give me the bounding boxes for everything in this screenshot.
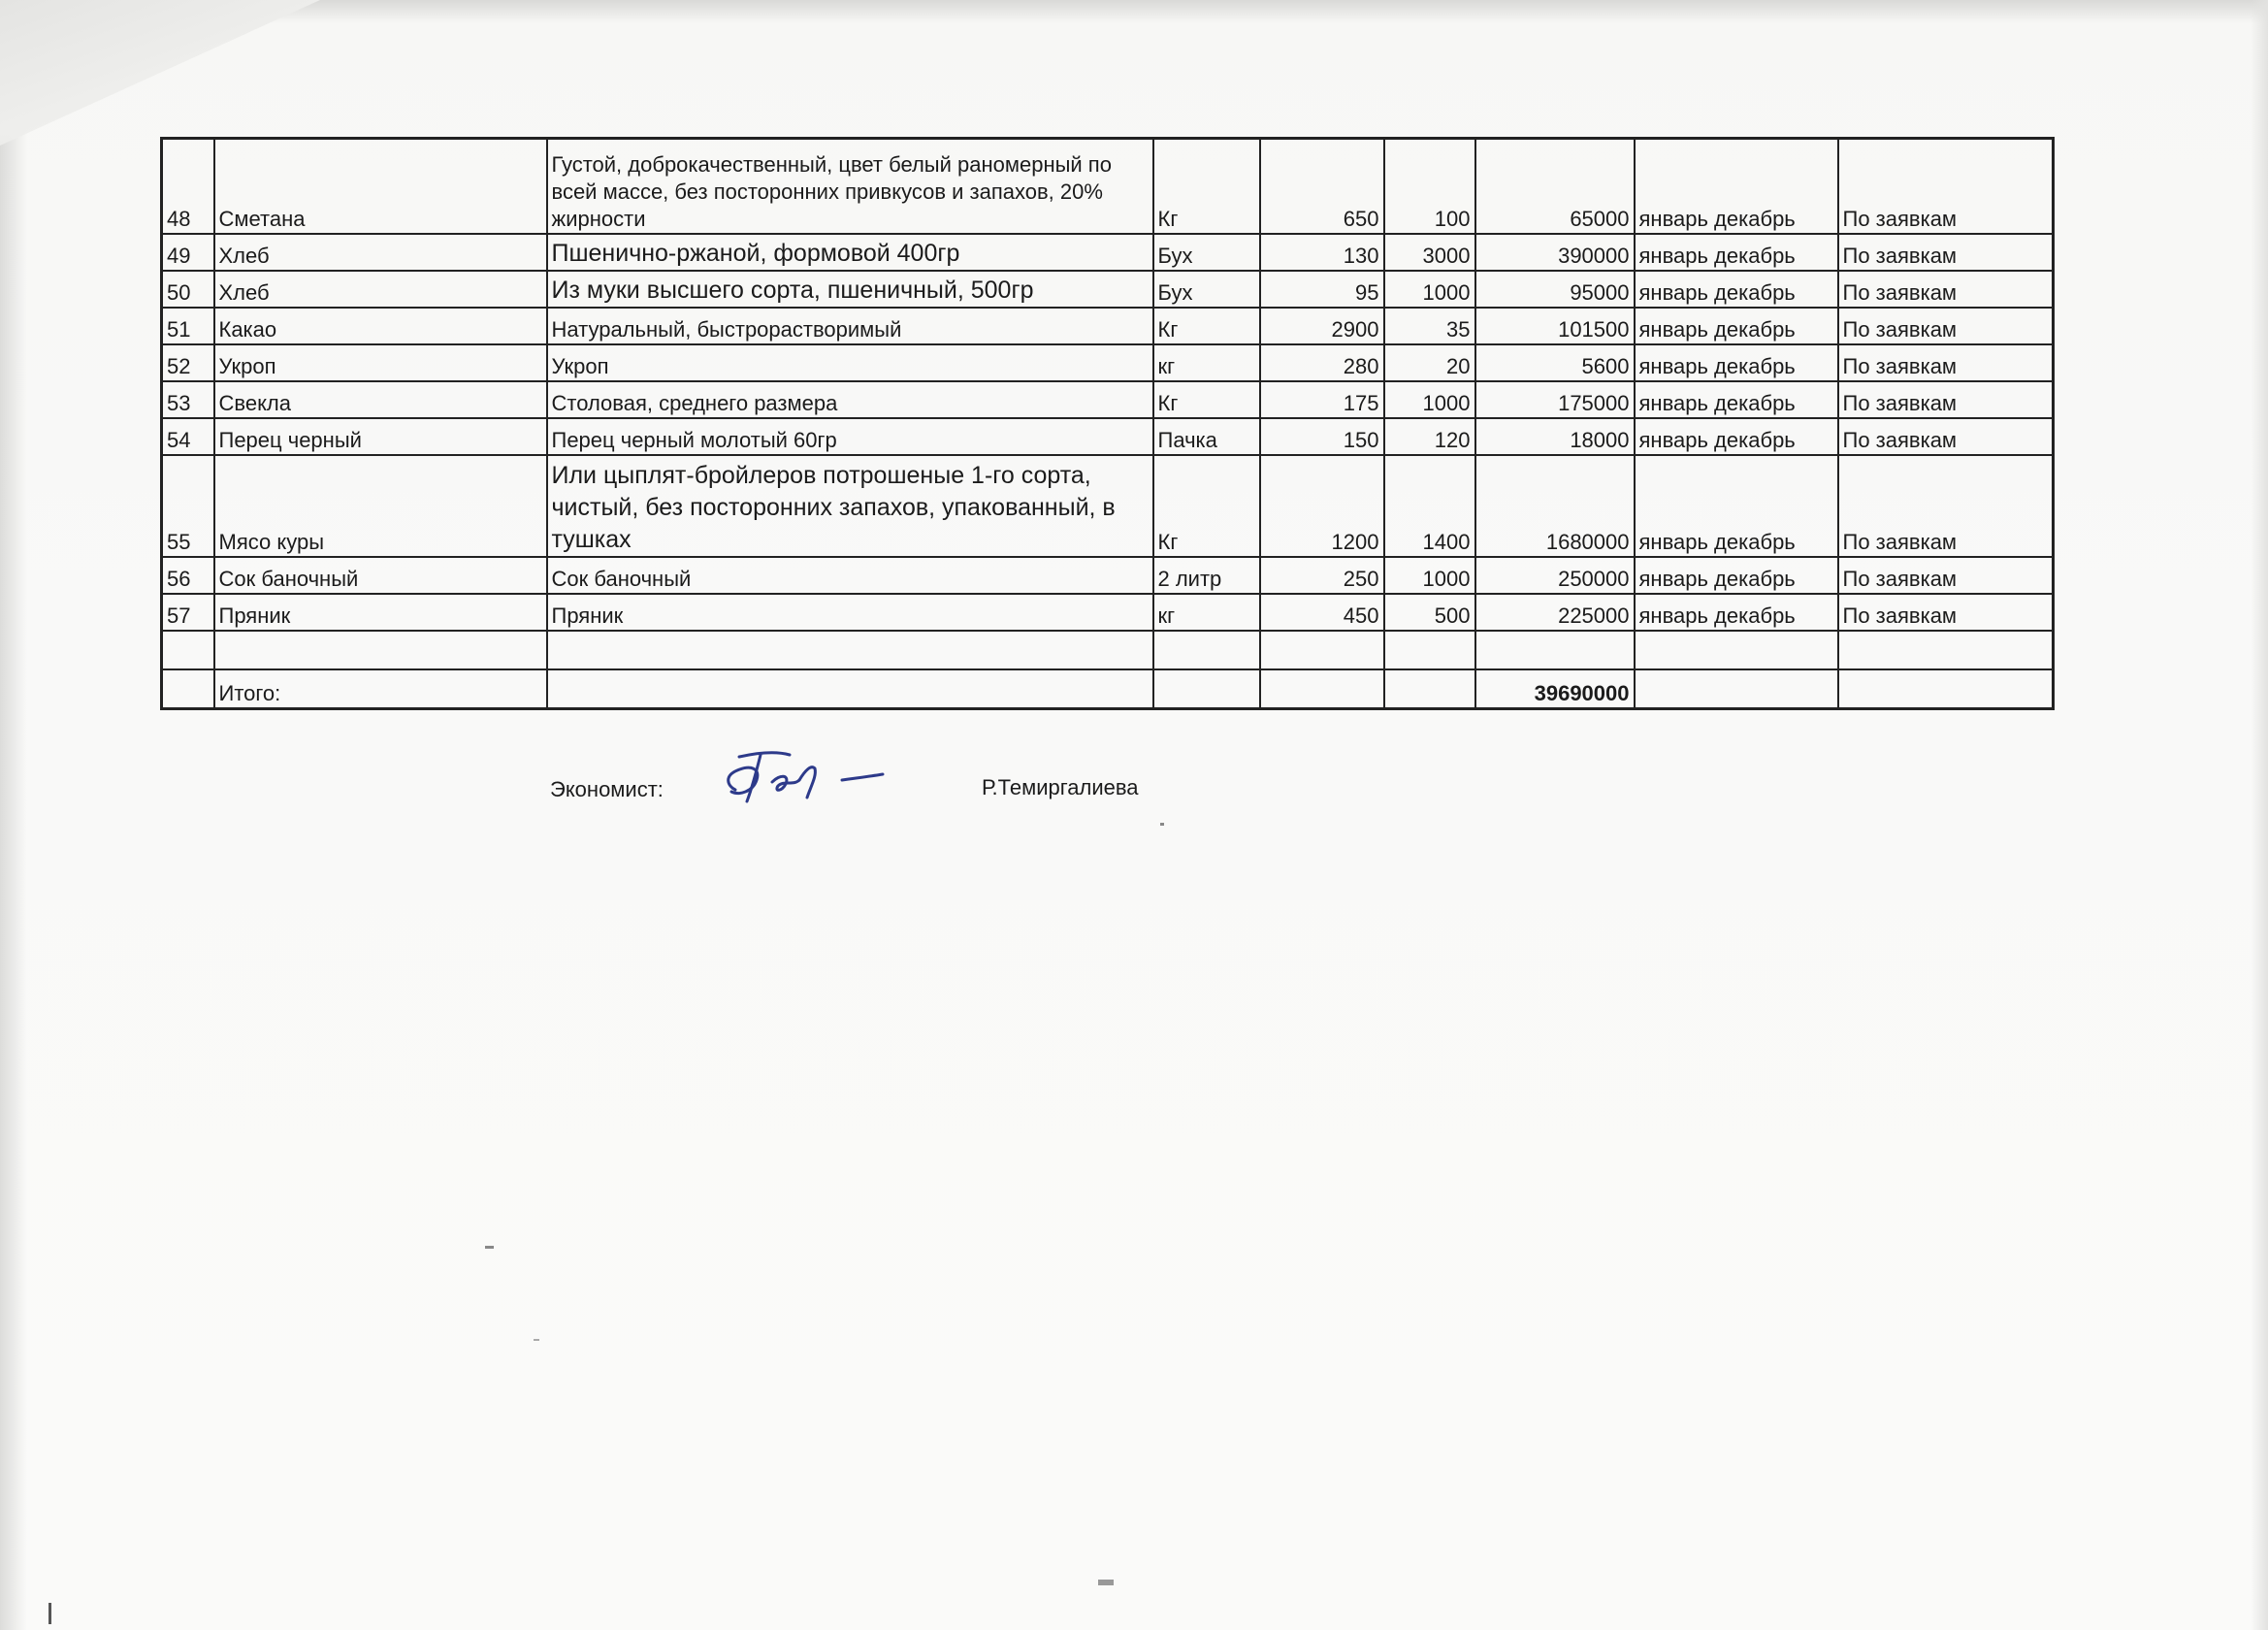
delivery-period: январь декабрь xyxy=(1635,381,1838,418)
table-row xyxy=(162,139,2054,235)
unit-price: 650 xyxy=(1260,139,1384,235)
unit-of-measure: Кг xyxy=(1153,308,1260,344)
line-sum: 18000 xyxy=(1475,418,1635,455)
table-row xyxy=(162,418,2054,455)
total-value: 39690000 xyxy=(1475,669,1635,709)
product-name: Пряник xyxy=(214,594,547,631)
unit-price: 450 xyxy=(1260,594,1384,631)
product-description: Натуральный, быстрорастворимый xyxy=(547,308,1153,344)
quantity: 1000 xyxy=(1384,271,1475,308)
row-number: 57 xyxy=(162,594,214,631)
table-row xyxy=(162,381,2054,418)
page-fold-corner xyxy=(0,0,320,146)
table-row xyxy=(162,594,2054,631)
row-number: 54 xyxy=(162,418,214,455)
quantity: 1000 xyxy=(1384,557,1475,594)
empty-cell xyxy=(1384,631,1475,669)
goods-table xyxy=(160,137,2055,710)
empty-cell xyxy=(547,631,1153,669)
empty-cell xyxy=(1838,669,2054,709)
scan-shadow-right xyxy=(2251,0,2268,1630)
row-number: 50 xyxy=(162,271,214,308)
table-row xyxy=(162,308,2054,344)
empty-cell xyxy=(1260,631,1384,669)
line-sum: 225000 xyxy=(1475,594,1635,631)
row-number: 48 xyxy=(162,139,214,235)
line-sum: 5600 xyxy=(1475,344,1635,381)
product-name: Свекла xyxy=(214,381,547,418)
delivery-period: январь декабрь xyxy=(1635,557,1838,594)
product-name: Перец черный xyxy=(214,418,547,455)
empty-cell xyxy=(1635,669,1838,709)
scan-speck xyxy=(1098,1580,1114,1585)
unit-of-measure: 2 литр xyxy=(1153,557,1260,594)
delivery-terms: По заявкам xyxy=(1838,594,2054,631)
line-sum: 101500 xyxy=(1475,308,1635,344)
table-row xyxy=(162,455,2054,557)
table-row xyxy=(162,234,2054,271)
scan-speck xyxy=(485,1246,494,1249)
line-sum: 175000 xyxy=(1475,381,1635,418)
delivery-terms: По заявкам xyxy=(1838,139,2054,235)
economist-name: Р.Темиргалиева xyxy=(982,775,1139,799)
delivery-period: январь декабрь xyxy=(1635,418,1838,455)
delivery-terms: По заявкам xyxy=(1838,381,2054,418)
empty-cell xyxy=(1635,631,1838,669)
empty-cell xyxy=(162,669,214,709)
unit-price: 150 xyxy=(1260,418,1384,455)
empty-cell xyxy=(1260,669,1384,709)
unit-price: 175 xyxy=(1260,381,1384,418)
empty-cell xyxy=(1475,631,1635,669)
product-description: Перец черный молотый 60гр xyxy=(547,418,1153,455)
product-description: Укроп xyxy=(547,344,1153,381)
scan-shadow-left xyxy=(0,0,27,1630)
unit-price: 95 xyxy=(1260,271,1384,308)
unit-of-measure: Кг xyxy=(1153,139,1260,235)
quantity: 20 xyxy=(1384,344,1475,381)
line-sum: 65000 xyxy=(1475,139,1635,235)
line-sum: 1680000 xyxy=(1475,455,1635,557)
unit-of-measure: Бух xyxy=(1153,271,1260,308)
delivery-period: январь декабрь xyxy=(1635,139,1838,235)
quantity: 120 xyxy=(1384,418,1475,455)
product-description: Пшенично-ржаной, формовой 400гр xyxy=(547,234,1153,271)
product-name: Укроп xyxy=(214,344,547,381)
row-number: 49 xyxy=(162,234,214,271)
scan-edge-mark xyxy=(49,1603,51,1624)
quantity: 1400 xyxy=(1384,455,1475,557)
scan-speck xyxy=(1160,823,1164,826)
delivery-terms: По заявкам xyxy=(1838,234,2054,271)
handwritten-signature xyxy=(718,747,902,815)
unit-of-measure: Бух xyxy=(1153,234,1260,271)
row-number: 51 xyxy=(162,308,214,344)
unit-of-measure: Пачка xyxy=(1153,418,1260,455)
row-number: 52 xyxy=(162,344,214,381)
product-name: Мясо куры xyxy=(214,455,547,557)
product-description: Или цыплят-бройлеров потрошеные 1-го сорта, чистый, без посторонних запахов, упакованный, в тушках xyxy=(547,455,1153,557)
quantity: 100 xyxy=(1384,139,1475,235)
empty-row xyxy=(162,631,2054,669)
delivery-period: январь декабрь xyxy=(1635,344,1838,381)
unit-price: 280 xyxy=(1260,344,1384,381)
product-description: Столовая, среднего размера xyxy=(547,381,1153,418)
delivery-period: январь декабрь xyxy=(1635,271,1838,308)
table-row xyxy=(162,344,2054,381)
delivery-period: январь декабрь xyxy=(1635,594,1838,631)
unit-price: 2900 xyxy=(1260,308,1384,344)
unit-of-measure: Кг xyxy=(1153,455,1260,557)
delivery-terms: По заявкам xyxy=(1838,455,2054,557)
empty-cell xyxy=(1153,669,1260,709)
unit-of-measure: кг xyxy=(1153,344,1260,381)
line-sum: 390000 xyxy=(1475,234,1635,271)
economist-label: Экономист: xyxy=(550,777,664,801)
unit-of-measure: кг xyxy=(1153,594,1260,631)
scan-shadow-top xyxy=(0,0,2268,23)
empty-cell xyxy=(1153,631,1260,669)
unit-price: 1200 xyxy=(1260,455,1384,557)
product-description: Пряник xyxy=(547,594,1153,631)
product-description: Сок баночный xyxy=(547,557,1153,594)
delivery-period: январь декабрь xyxy=(1635,455,1838,557)
line-sum: 95000 xyxy=(1475,271,1635,308)
product-name: Какао xyxy=(214,308,547,344)
total-row xyxy=(162,669,2054,709)
product-name: Сметана xyxy=(214,139,547,235)
delivery-terms: По заявкам xyxy=(1838,308,2054,344)
unit-price: 250 xyxy=(1260,557,1384,594)
quantity: 500 xyxy=(1384,594,1475,631)
empty-cell xyxy=(547,669,1153,709)
product-name: Сок баночный xyxy=(214,557,547,594)
row-number: 56 xyxy=(162,557,214,594)
product-name: Хлеб xyxy=(214,271,547,308)
delivery-terms: По заявкам xyxy=(1838,557,2054,594)
product-description: Из муки высшего сорта, пшеничный, 500гр xyxy=(547,271,1153,308)
table-row xyxy=(162,271,2054,308)
empty-cell xyxy=(162,631,214,669)
product-description: Густой, доброкачественный, цвет белый раномерный по всей массе, без посторонних привкусов и запахов, 20% жирности xyxy=(547,139,1153,235)
product-name: Хлеб xyxy=(214,234,547,271)
delivery-period: январь декабрь xyxy=(1635,308,1838,344)
empty-cell xyxy=(214,631,547,669)
unit-price: 130 xyxy=(1260,234,1384,271)
delivery-terms: По заявкам xyxy=(1838,418,2054,455)
delivery-period: январь декабрь xyxy=(1635,234,1838,271)
scan-speck xyxy=(534,1339,539,1341)
table-row xyxy=(162,557,2054,594)
delivery-terms: По заявкам xyxy=(1838,271,2054,308)
line-sum: 250000 xyxy=(1475,557,1635,594)
unit-of-measure: Кг xyxy=(1153,381,1260,418)
row-number: 55 xyxy=(162,455,214,557)
row-number: 53 xyxy=(162,381,214,418)
empty-cell xyxy=(1384,669,1475,709)
total-label: Итого: xyxy=(214,669,547,709)
quantity: 1000 xyxy=(1384,381,1475,418)
quantity: 3000 xyxy=(1384,234,1475,271)
empty-cell xyxy=(1838,631,2054,669)
quantity: 35 xyxy=(1384,308,1475,344)
delivery-terms: По заявкам xyxy=(1838,344,2054,381)
